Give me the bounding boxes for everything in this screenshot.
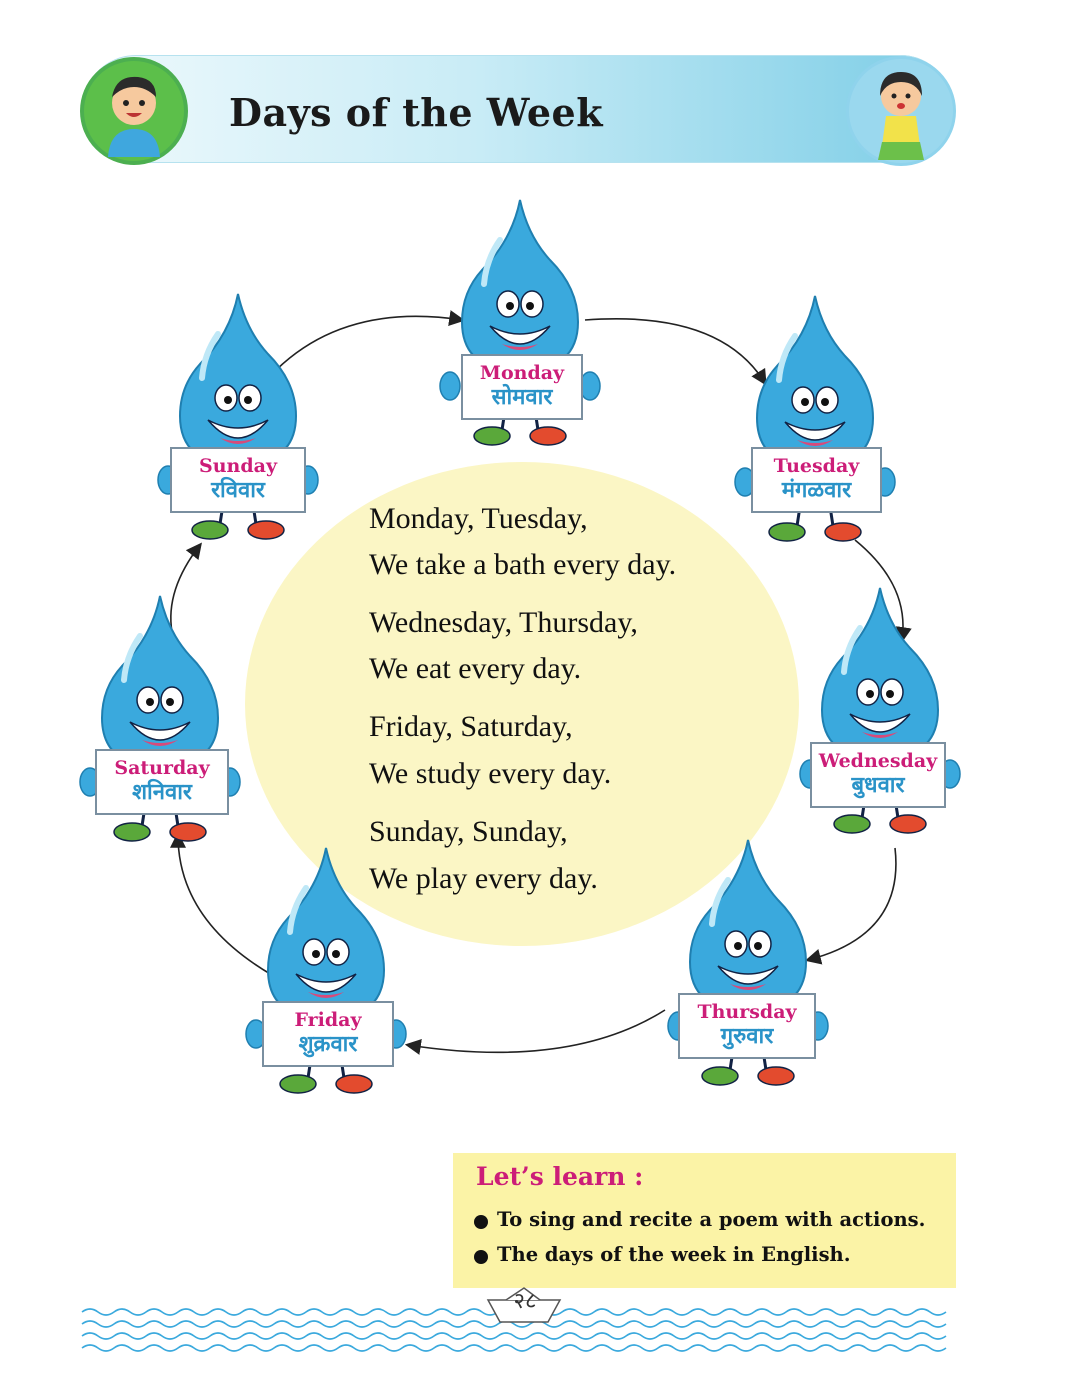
poem-line: Friday, Saturday, <box>369 710 573 743</box>
learn-item: The days of the week in English. <box>497 1243 851 1266</box>
day-english: Thursday <box>697 1001 797 1023</box>
day-english: Tuesday <box>773 455 860 477</box>
poem-line: Sunday, Sunday, <box>369 815 568 848</box>
learn-item: To sing and recite a poem with actions. <box>497 1208 926 1231</box>
day-english: Friday <box>294 1009 362 1031</box>
day-marathi: शनिवार <box>132 780 192 805</box>
day-marathi: मंगळवार <box>781 478 852 503</box>
page-number: २८ <box>513 1289 537 1314</box>
day-marathi: सोमवार <box>491 385 553 410</box>
poem-line: We study every day. <box>369 757 612 790</box>
poem-line: We take a bath every day. <box>369 548 677 581</box>
day-marathi: रविवार <box>211 478 265 503</box>
day-marathi: गुरुवार <box>720 1024 774 1049</box>
poem-line: We play every day. <box>369 862 598 895</box>
learn-heading: Let’s learn : <box>476 1162 644 1191</box>
day-marathi: बुधवार <box>851 773 905 798</box>
poem-line: We eat every day. <box>369 652 582 685</box>
poem-line: Monday, Tuesday, <box>369 502 588 535</box>
day-english: Monday <box>479 362 565 384</box>
day-english: Sunday <box>199 455 277 477</box>
day-marathi: शुक्रवार <box>298 1032 358 1057</box>
day-english: Saturday <box>114 757 210 779</box>
page-title: Days of the Week <box>229 90 604 135</box>
poem-line: Wednesday, Thursday, <box>369 606 638 639</box>
day-english: Wednesday <box>818 750 938 772</box>
